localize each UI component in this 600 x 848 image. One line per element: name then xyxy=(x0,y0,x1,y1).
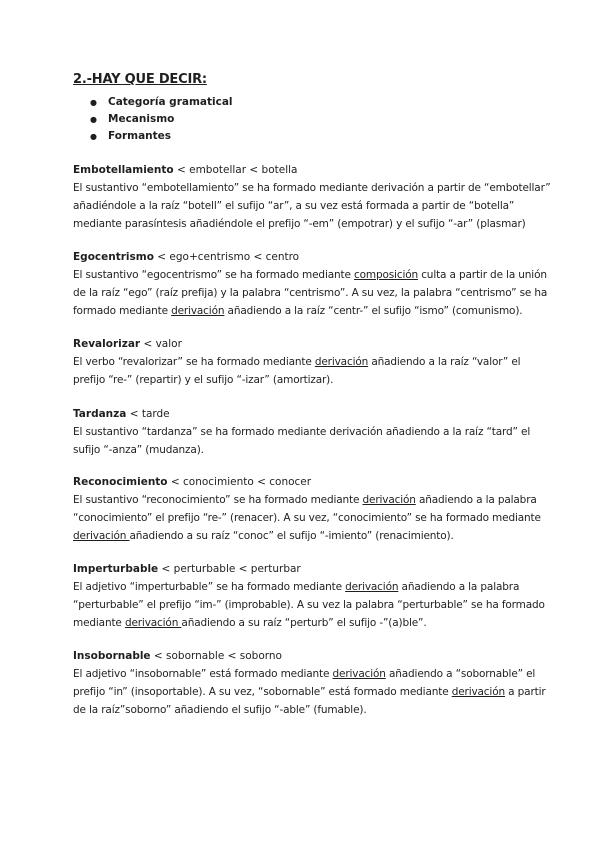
underlined-term: derivación xyxy=(73,530,130,542)
entry-text-line xyxy=(73,509,541,527)
entry-text-line xyxy=(73,527,538,545)
entry-text-line xyxy=(73,683,546,701)
text-segment: de la raíz “ego” (raíz prefija) y la palabra “centrismo”. A su vez, la palabra “centrismo” se ha xyxy=(73,287,548,299)
text-segment: “perturbable” el prefijo “im-” (improbable). A su vez la palabra “perturbable” se ha formado xyxy=(73,599,545,611)
section-heading: 2.-HAY QUE DECIR: xyxy=(73,72,207,87)
entry-text-line xyxy=(73,701,538,719)
entry-etymology: < valor xyxy=(140,338,182,350)
text-segment: añadiendo a su raíz “perturb” el sufijo -”(a)ble”. xyxy=(181,617,427,629)
entry-title xyxy=(73,405,538,423)
text-segment: añadiendo a su raíz “conoc” el sufijo “-imiento” (renacimiento). xyxy=(129,530,454,542)
entry-title xyxy=(73,335,538,353)
entry-title xyxy=(73,647,538,665)
entry-etymology: < conocimiento < conocer xyxy=(167,476,312,488)
text-segment: mediante parasíntesis añadiéndole el prefijo “-em” (empotrar) y el sufijo “-ar” (plasmar) xyxy=(73,218,526,230)
text-segment: culta a partir de la unión xyxy=(418,269,547,281)
entry-text-line xyxy=(73,371,538,389)
entry-egocentrismo xyxy=(73,248,548,320)
entry-embotellamiento xyxy=(73,161,551,233)
text-segment: añadiendo a “sobornable” el xyxy=(385,668,536,680)
entry-text-line xyxy=(73,353,538,371)
entry-text-line xyxy=(73,665,538,683)
entry-text-line xyxy=(73,596,545,614)
entry-insobornable xyxy=(73,647,546,719)
entry-word: Revalorizar xyxy=(73,338,141,350)
text-segment: añadiendo a la palabra xyxy=(415,494,537,506)
criteria-item: ● Mecanismo xyxy=(90,111,233,128)
entry-etymology: < sobornable < soborno xyxy=(150,650,282,662)
entry-text-line xyxy=(73,215,538,233)
text-segment: “conocimiento” el prefijo “re-” (renacer). A su vez, “conocimiento” se ha formado mediante xyxy=(73,512,541,524)
entry-text-line xyxy=(73,197,538,215)
underlined-term: composición xyxy=(353,269,418,281)
entry-text-line xyxy=(73,284,548,302)
entry-title xyxy=(73,248,538,266)
entry-imperturbable xyxy=(73,560,545,632)
entry-title xyxy=(73,473,538,491)
underlined-term: derivación xyxy=(345,581,399,593)
text-segment: El adjetivo “imperturbable” se ha formado mediante xyxy=(73,581,346,593)
entry-text-line xyxy=(73,423,538,441)
entry-word: Reconocimiento xyxy=(73,476,168,488)
text-segment: sufijo “-anza” (mudanza). xyxy=(73,444,204,456)
text-segment: El verbo “revalorizar” se ha formado mediante xyxy=(73,356,315,368)
entry-text-line xyxy=(73,578,538,596)
text-segment: añadiendo a la palabra xyxy=(398,581,520,593)
text-segment: mediante xyxy=(73,617,125,629)
text-segment: El sustantivo “embotellamiento” se ha formado mediante derivación a partir de “embotellar” xyxy=(73,182,551,194)
text-segment: prefijo “re-” (repartir) y el sufijo “-izar” (amortizar). xyxy=(73,374,334,386)
entry-word: Embotellamiento xyxy=(73,164,174,176)
underlined-term: derivación xyxy=(332,668,386,680)
entry-revalorizar xyxy=(73,335,538,389)
entry-etymology: < embotellar < botella xyxy=(173,164,298,176)
entry-word: Insobornable xyxy=(73,650,151,662)
text-segment: formado mediante xyxy=(73,305,172,317)
text-segment: El sustantivo “reconocimiento” se ha formado mediante xyxy=(73,494,363,506)
text-segment: añadiendo a la raíz “centr-” el sufijo “ismo” (comunismo). xyxy=(224,305,523,317)
criteria-list xyxy=(90,94,233,145)
underlined-term: derivación xyxy=(124,617,182,629)
text-segment: añadiéndole a la raíz “botell” el sufijo “ar”, a su vez está formada a partir de “botella” xyxy=(73,200,515,212)
entry-tardanza xyxy=(73,405,538,459)
entry-reconocimiento xyxy=(73,473,541,545)
entry-title xyxy=(73,161,538,179)
entry-etymology: < tarde xyxy=(126,408,170,420)
entry-text-line xyxy=(73,491,538,509)
underlined-term: derivación xyxy=(171,305,225,317)
entry-word: Tardanza xyxy=(73,408,127,420)
text-segment: El adjetivo “insobornable” está formado mediante xyxy=(73,668,333,680)
entry-title xyxy=(73,560,538,578)
underlined-term: derivación xyxy=(314,356,369,368)
text-segment: a partir xyxy=(504,686,546,698)
entry-text-line xyxy=(73,266,547,284)
criteria-item: ● Formantes xyxy=(90,128,233,145)
text-segment: El sustantivo “egocentrismo” se ha formado mediante xyxy=(73,269,354,281)
entry-text-line xyxy=(73,302,538,320)
text-segment: El sustantivo “tardanza” se ha formado mediante derivación añadiendo a la raíz “tard” el xyxy=(73,426,531,438)
criteria-item: ● Categoría gramatical xyxy=(90,94,233,111)
text-segment: añadiendo a la raíz “valor” el xyxy=(368,356,521,368)
entry-word: Imperturbable xyxy=(73,563,159,575)
entry-word: Egocentrismo xyxy=(73,251,154,263)
text-segment: prefijo “in” (insoportable). A su vez, “sobornable” está formado mediante xyxy=(73,686,452,698)
entry-etymology: < perturbable < perturbar xyxy=(158,563,301,575)
entry-text-line xyxy=(73,614,538,632)
entry-etymology: < ego+centrismo < centro xyxy=(153,251,300,263)
text-segment: de la raíz”soborno” añadiendo el sufijo “-able” (fumable). xyxy=(73,704,367,716)
entry-text-line xyxy=(73,441,538,459)
underlined-term: derivación xyxy=(451,686,505,698)
entry-text-line xyxy=(73,179,551,197)
underlined-term: derivación xyxy=(362,494,416,506)
